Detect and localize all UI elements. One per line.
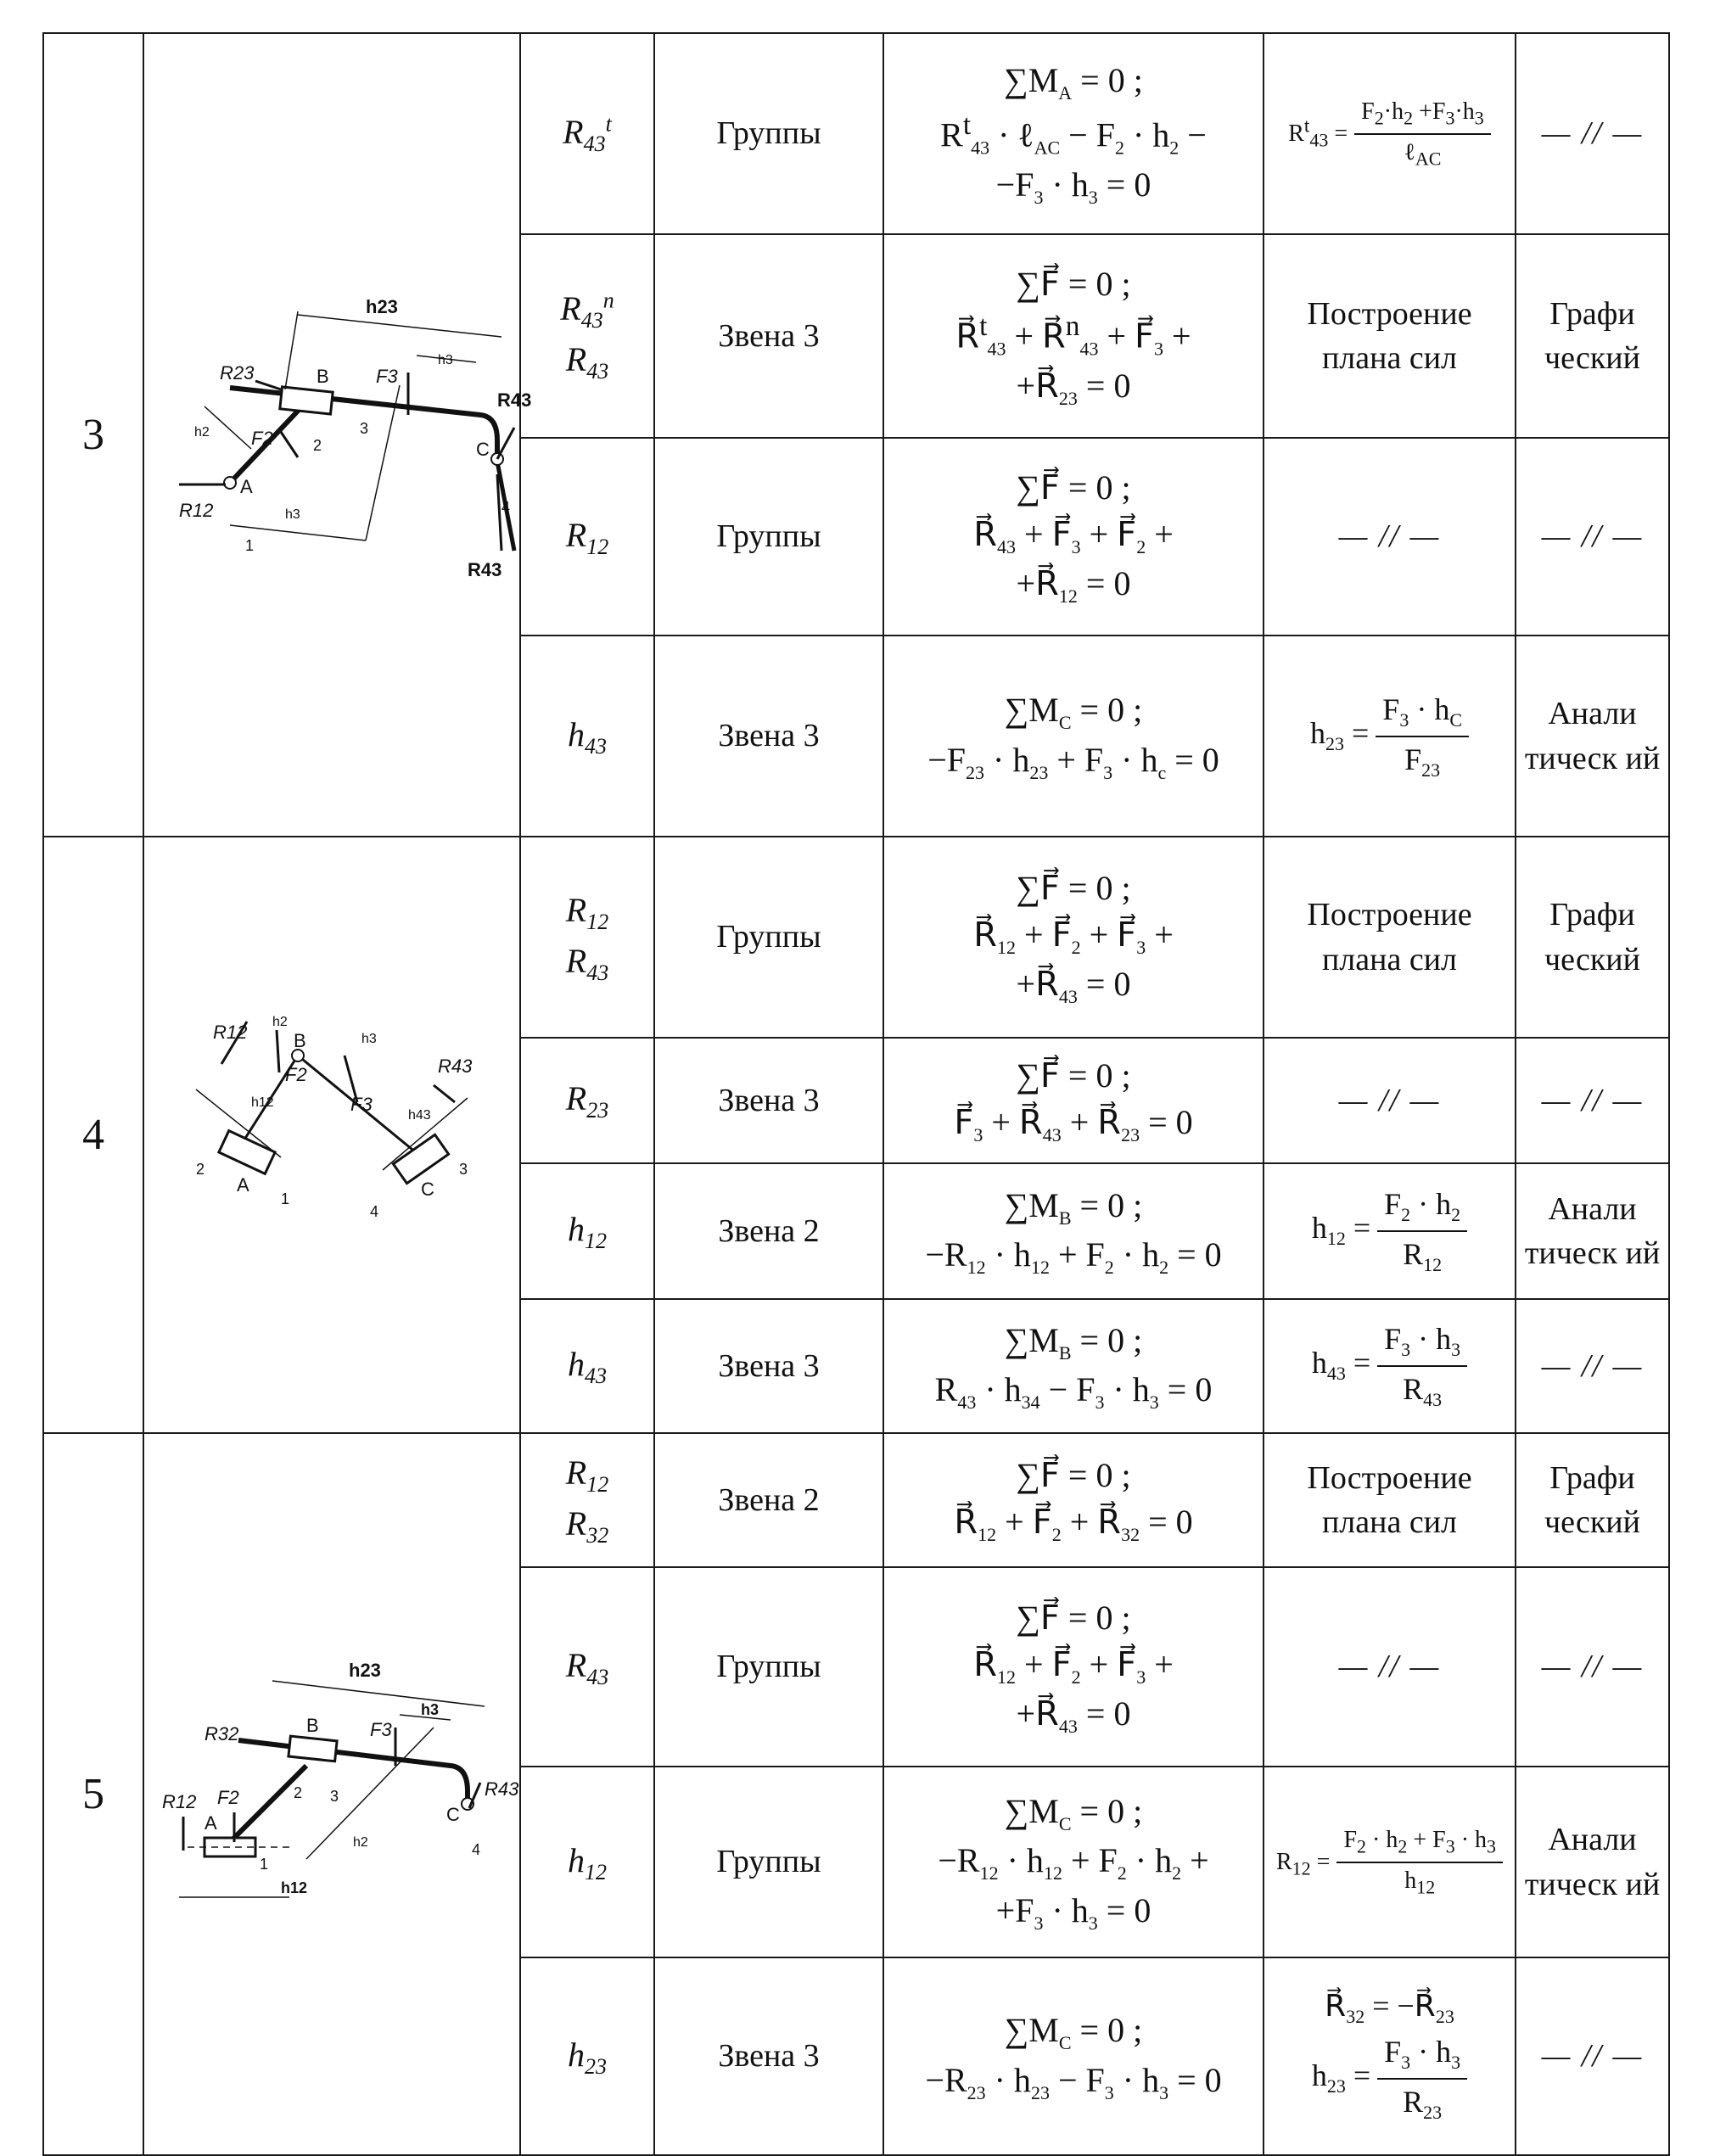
label-B: B [306, 1714, 319, 1736]
object-of-equilibrium: Звена 3 [654, 1299, 883, 1433]
label-2: 2 [196, 1160, 205, 1178]
solution-method: Анали тическ ий [1516, 636, 1669, 837]
label-A: A [205, 1812, 217, 1834]
label-R12: R12 [179, 499, 214, 521]
label-h3: h3 [285, 507, 300, 522]
label-C: C [476, 438, 490, 460]
solution-formula: $h_{43}$ = $\frac{F_3 \cdot h_3}{R_{43}}$ [1264, 1299, 1516, 1433]
unknown-quantity: $h_{12}$ [520, 1767, 654, 1957]
unknown-quantity: $h_{43}$ [520, 636, 654, 837]
mechanism-diagram-3 [154, 271, 532, 593]
label-h23: h23 [366, 295, 398, 317]
equilibrium-equation: ∑F⃗ = 0 ; R⃗$^t_{43}$ + R⃗$^n_{43}$ + $F⃗_3$ + $+R⃗_{23} = 0$ [883, 234, 1264, 438]
unknown-quantity: $R_{43}$ [520, 1567, 654, 1767]
solution-formula: $R^t_{43}$ = $\frac{F_2\cdot h_2 +F_3\cdot h_3}{\ell_{AC}}$ [1264, 33, 1516, 234]
solution-formula: $h_{12}$ = $\frac{F_2 \cdot h_2}{R_{12}}$ [1264, 1163, 1516, 1299]
label-C: C [446, 1803, 460, 1825]
unknown-quantity: $R_{12}$ $R_{43}$ [520, 837, 654, 1038]
solution-method: Анали тическ ий [1516, 1767, 1669, 1957]
object-of-equilibrium: Звена 2 [654, 1433, 883, 1567]
case-number: 5 [43, 1433, 143, 2155]
solution-method: Графи ческий [1516, 837, 1669, 1038]
equilibrium-equation: ∑F⃗ = 0 ; $R⃗_{12}$ + $F⃗_2$ + $F⃗_3$ + $+R⃗_{43} = 0$ [883, 837, 1264, 1038]
equilibrium-equation: ∑F⃗ = 0 ; $F⃗_3$ + $R⃗_{43}$ + $R⃗_{23} = 0$ [883, 1038, 1264, 1163]
table-row [43, 33, 1669, 234]
object-of-equilibrium: Звена 3 [654, 636, 883, 837]
solution-formula: Построение плана сил [1264, 234, 1516, 438]
solution-formula: — // — [1264, 1038, 1516, 1163]
equilibrium-equation: $\sum M_A = 0$ ; $R^t_{43}$ · ℓ$_{AC}$ − $F_2 \cdot h_2$ − $-F_3 \cdot h_3 = 0$ [883, 33, 1264, 234]
object-of-equilibrium: Группы [654, 837, 883, 1038]
label-2: 2 [313, 436, 322, 454]
label-F2: F2 [285, 1063, 307, 1085]
label-A: A [237, 1173, 249, 1196]
solution-formula: Построение плана сил [1264, 837, 1516, 1038]
label-F3: F3 [350, 1093, 373, 1115]
equilibrium-equation: $\sum M_B = 0$ ; $-R_{12} \cdot h_{12} + F_2 \cdot h_2 = 0$ [883, 1163, 1264, 1299]
label-R12: R12 [213, 1021, 248, 1043]
solution-method: — // — [1516, 438, 1669, 636]
equilibrium-equation: $\sum M_B = 0$ ; $R_{43} \cdot h_{34} - F_3 \cdot h_3 = 0$ [883, 1299, 1264, 1433]
label-C: C [421, 1178, 434, 1200]
label-R43: R43 [485, 1778, 519, 1800]
unknown-quantity: $R_{23}$ [520, 1038, 654, 1163]
unknown-quantity: $R_{12}$ $R_{32}$ [520, 1433, 654, 1567]
solution-formula: $h_{23}$ = $\frac{F_3 \cdot h_C}{F_{23}}$ [1264, 636, 1516, 837]
mechanism-diagram-4 [154, 1005, 510, 1259]
mechanism-diagram-cell [143, 837, 520, 1433]
solution-method: — // — [1516, 1957, 1669, 2155]
solution-method: — // — [1516, 33, 1669, 234]
solution-method: Графи ческий [1516, 234, 1669, 438]
unknown-quantity: $h_{12}$ [520, 1163, 654, 1299]
label-B: B [317, 365, 329, 387]
label-4: 4 [472, 1840, 481, 1858]
equilibrium-equation: $\sum M_C = 0$ ; $-R_{23} \cdot h_{23} - F_3 \cdot h_3 = 0$ [883, 1957, 1264, 2155]
table-body [43, 33, 1669, 2155]
solution-formula: $R_{12}$ = $\frac{F_2 \cdot h_2 + F_3 \cdot h_3}{h_{12}}$ [1264, 1767, 1516, 1957]
mechanism-diagram-cell [143, 33, 532, 837]
label-F3: F3 [370, 1718, 392, 1740]
label-4: 4 [370, 1202, 379, 1220]
case-number: 3 [43, 33, 143, 837]
equilibrium-equation: $\sum M_C = 0$ ; $-F_{23} \cdot h_{23} + F_3 \cdot h_c = 0$ [883, 636, 1264, 837]
label-1: 1 [281, 1190, 290, 1207]
solution-formula: $R⃗_{32}$ = $-R⃗_{23}$ $h_{23}$ = $\frac{F_3 \cdot h_3}{R_{23}}$ [1264, 1957, 1516, 2155]
object-of-equilibrium: Звена 3 [654, 1957, 883, 2155]
label-R43: R43 [438, 1055, 473, 1077]
unknown-quantity: $R_{43}^t$ [520, 33, 654, 234]
label-h3: h3 [361, 1031, 377, 1046]
label-h12: h12 [251, 1095, 274, 1110]
mechanism-diagram-5 [154, 1647, 519, 1935]
label-R23: R23 [220, 361, 255, 384]
unknown-quantity: $h_{43}$ [520, 1299, 654, 1433]
object-of-equilibrium: Звена 3 [654, 1038, 883, 1163]
unknown-quantity: $R_{12}$ [520, 438, 654, 636]
equilibrium-equation: $\sum M_C = 0$ ; $-R_{12} \cdot h_{12} + F_2 \cdot h_2$ + $+F_3 \cdot h_3 = 0$ [883, 1767, 1264, 1957]
label-h43: h43 [408, 1107, 431, 1123]
solution-method: — // — [1516, 1038, 1669, 1163]
equilibrium-equation: ∑F⃗ = 0 ; $R⃗_{12}$ + $F⃗_2$ + $F⃗_3$ + $+R⃗_{43} = 0$ [883, 1567, 1264, 1767]
label-h2: h2 [194, 424, 210, 440]
solution-method: — // — [1516, 1567, 1669, 1767]
label-h23: h23 [349, 1659, 381, 1681]
label-R32: R32 [205, 1722, 239, 1744]
solution-formula: — // — [1264, 438, 1516, 636]
label-h2: h2 [272, 1014, 288, 1029]
label-h2: h2 [353, 1834, 368, 1850]
label-4: 4 [501, 498, 511, 516]
label-3: 3 [330, 1787, 339, 1805]
label-h3-top: h3 [438, 352, 453, 367]
label-F2: F2 [251, 427, 273, 449]
table-row [43, 1433, 1669, 1567]
label-1: 1 [260, 1855, 269, 1873]
label-h3: h3 [421, 1700, 440, 1718]
unknown-quantity: $h_{23}$ [520, 1957, 654, 2155]
label-B: B [294, 1029, 306, 1051]
object-of-equilibrium: Звена 3 [654, 234, 883, 438]
label-2: 2 [294, 1784, 303, 1801]
object-of-equilibrium: Группы [654, 1567, 883, 1767]
solution-formula: — // — [1264, 1567, 1516, 1767]
label-A: A [240, 475, 253, 497]
equilibrium-equation: ∑F⃗ = 0 ; $R⃗_{43}$ + $F⃗_3$ + $F⃗_2$ + $+R⃗_{12} = 0$ [883, 438, 1264, 636]
object-of-equilibrium: Группы [654, 33, 883, 234]
label-3: 3 [459, 1160, 468, 1178]
force-analysis-table [42, 32, 1670, 2156]
label-F3: F3 [376, 365, 398, 387]
solution-method: Графи ческий [1516, 1433, 1669, 1567]
object-of-equilibrium: Звена 2 [654, 1163, 883, 1299]
object-of-equilibrium: Группы [654, 438, 883, 636]
label-R43: R43 [468, 558, 502, 580]
label-F2: F2 [217, 1786, 239, 1808]
label-h12: h12 [281, 1879, 308, 1896]
solution-method: — // — [1516, 1299, 1669, 1433]
mechanism-diagram-cell [143, 1433, 520, 2155]
case-number: 4 [43, 837, 143, 1433]
equilibrium-equation: ∑F⃗ = 0 ; $R⃗_{12}$ + $F⃗_2$ + $R⃗_{32} = 0$ [883, 1433, 1264, 1567]
label-R43n: R43 [497, 389, 532, 411]
table-row [43, 837, 1669, 1038]
label-1: 1 [245, 536, 255, 554]
object-of-equilibrium: Группы [654, 1767, 883, 1957]
solution-formula: Построение плана сил [1264, 1433, 1516, 1567]
unknown-quantity: $R_{43}^n$ $R_{43}$ [520, 234, 654, 438]
solution-method: Анали тическ ий [1516, 1163, 1669, 1299]
label-3: 3 [360, 419, 369, 437]
label-R12: R12 [162, 1790, 197, 1812]
